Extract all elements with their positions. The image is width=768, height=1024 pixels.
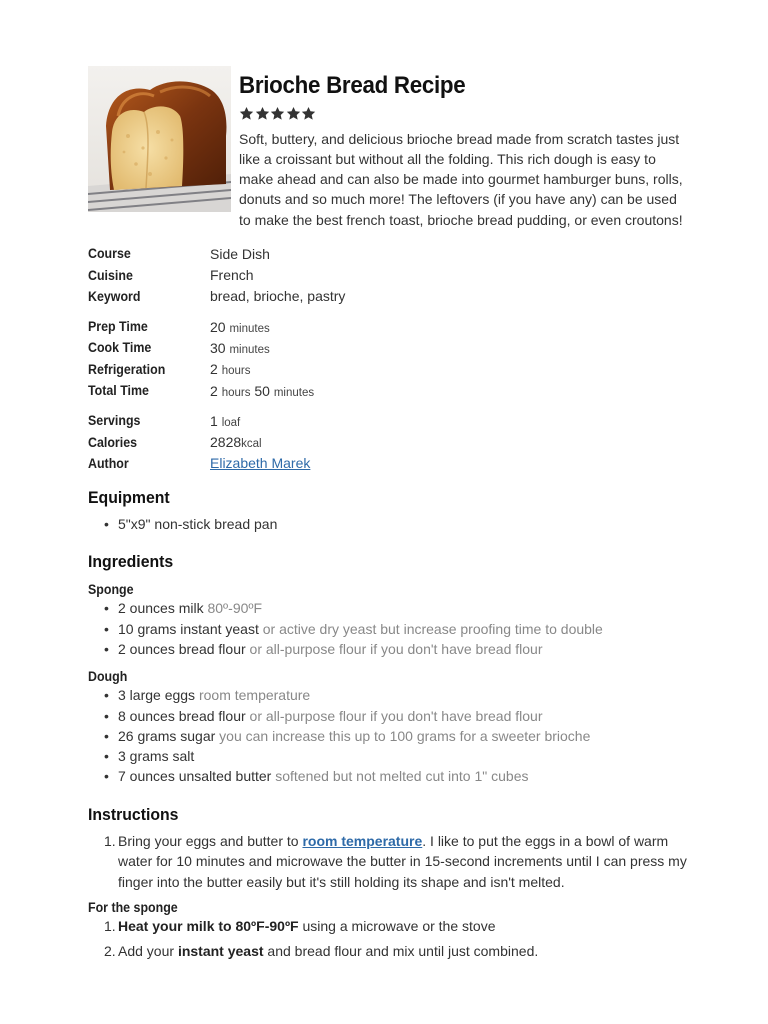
calories-unit: kcal [241, 438, 262, 451]
servings-number[interactable]: 1 [210, 412, 218, 429]
ingredient-main: 2 ounces milk [118, 600, 204, 617]
meta-label: Keyword [88, 288, 141, 304]
list-item [102, 619, 688, 639]
star-icon[interactable] [255, 106, 270, 121]
ingredient-note: room temperature [198, 687, 311, 704]
prep-time-number: 20 [210, 318, 226, 335]
meta-group-details [88, 410, 688, 474]
ingredient-main: 7 ounces unsalted butter [118, 768, 272, 785]
star-icon[interactable] [301, 106, 316, 121]
step-text: Add your [118, 942, 178, 959]
list-item [102, 706, 688, 726]
ingredient-main: 10 grams instant yeast [118, 620, 259, 637]
cook-time-number: 30 [210, 339, 226, 356]
instructions-heading: Instructions [88, 804, 179, 824]
list-item: • 5"x9" non-stick bread pan [102, 514, 688, 534]
cook-time-unit: minutes [229, 343, 270, 356]
meta-row-cook-time [88, 337, 688, 358]
servings-unit: loaf [221, 416, 241, 429]
equipment-list [88, 514, 688, 534]
step-emphasis: Heat your milk to 80ºF-90ºF [118, 918, 299, 935]
sponge-instructions-list [88, 916, 688, 961]
recipe-meta [88, 243, 688, 474]
ingredient-note: or active dry yeast but increase proofing time to double [262, 620, 603, 637]
total-time-value [210, 383, 314, 399]
step-text: Bring your eggs and butter to [118, 832, 303, 849]
ingredient-note: or all-purpose flour if you don't have bread flour [249, 640, 543, 657]
for-the-sponge-subheading: For the sponge [88, 900, 178, 916]
ingredient-main: 26 grams sugar [118, 727, 216, 744]
meta-row-refrigeration [88, 359, 688, 380]
meta-label: Calories [88, 434, 138, 450]
calories-number: 2828 [210, 434, 242, 451]
prep-time-value [210, 319, 270, 335]
star-icon[interactable] [286, 106, 301, 121]
step-number: 1. [104, 832, 116, 849]
sponge-subheading: Sponge [88, 582, 134, 598]
brioche-loaf-photo [88, 66, 231, 212]
meta-label: Course [88, 246, 131, 262]
step-emphasis: instant yeast [177, 942, 264, 959]
sponge-ingredient-list [88, 598, 688, 659]
list-item [102, 766, 688, 786]
keyword-value: bread, brioche, pastry [210, 288, 346, 305]
instruction-step [102, 941, 688, 962]
step-text: and bread flour and mix until just combined. [263, 942, 539, 959]
ingredient-main: 8 ounces bread flour [118, 707, 246, 724]
refrigeration-value [210, 361, 250, 377]
ingredient-note: 80º-90ºF [207, 600, 263, 617]
meta-row-keyword [88, 286, 688, 307]
meta-row-prep-time [88, 316, 688, 337]
step-number: 1. [104, 918, 116, 935]
rating-stars[interactable] [239, 106, 688, 124]
list-item [102, 746, 688, 766]
step-text: . I like to put the eggs in a bowl of warm water for 10 minutes and microwave the butter in 15-second increments until I can press my finger into the butter easily but it's still holding its shape and isn't melted. [118, 832, 687, 890]
ingredient-note: or all-purpose flour if you don't have bread flour [249, 707, 543, 724]
room-temperature-link[interactable]: room temperature [302, 832, 423, 849]
recipe-card [88, 66, 688, 965]
meta-label: Author [88, 455, 129, 471]
meta-row-calories [88, 431, 688, 452]
meta-group-times [88, 316, 688, 401]
total-minutes-unit: minutes [273, 386, 315, 399]
instruction-step [102, 831, 688, 893]
meta-row-servings [88, 410, 688, 431]
refrigeration-number: 2 [210, 361, 218, 378]
meta-label: Prep Time [88, 319, 148, 335]
meta-row-course [88, 243, 688, 264]
total-hours-number: 2 [210, 382, 218, 399]
recipe-title: Brioche Bread Recipe [239, 72, 466, 99]
author-link[interactable]: Elizabeth Marek [210, 455, 311, 472]
cook-time-value [210, 340, 270, 356]
meta-label: Servings [88, 413, 141, 429]
course-value: Side Dish [210, 245, 270, 262]
total-hours-unit: hours [221, 386, 251, 399]
equipment-heading: Equipment [88, 488, 170, 508]
instructions-list [88, 831, 688, 893]
ingredient-note: you can increase this up to 100 grams for a sweeter brioche [219, 727, 591, 744]
calories-value [210, 434, 262, 450]
ingredient-main: 2 ounces bread flour [118, 640, 246, 657]
total-minutes-number: 50 [254, 382, 270, 399]
step-number: 2. [104, 942, 116, 959]
meta-label: Cuisine [88, 267, 133, 283]
meta-group-classification [88, 243, 688, 307]
dough-ingredient-list [88, 685, 688, 786]
list-item [102, 685, 688, 705]
servings-value[interactable] [210, 413, 240, 429]
instruction-step [102, 916, 688, 937]
star-icon[interactable] [270, 106, 285, 121]
step-text: using a microwave or the stove [298, 918, 496, 935]
dough-subheading: Dough [88, 669, 128, 685]
ingredients-heading: Ingredients [88, 552, 174, 572]
meta-label: Total Time [88, 383, 149, 398]
meta-label: Refrigeration [88, 361, 166, 377]
prep-time-unit: minutes [229, 322, 270, 335]
recipe-header [88, 66, 688, 230]
star-icon[interactable] [239, 106, 254, 121]
refrigeration-unit: hours [221, 365, 251, 378]
ingredient-main: 3 grams salt [118, 748, 195, 765]
meta-label: Cook Time [88, 340, 152, 356]
meta-row-total-time [88, 380, 688, 401]
list-item [102, 598, 688, 618]
meta-row-author [88, 453, 688, 474]
recipe-header-text [239, 66, 688, 230]
recipe-description: Soft, buttery, and delicious brioche bread made from scratch tastes just like a croissant but without all the folding. This rich dough is easy to make ahead and can also be made into gourmet hamburger buns, rolls, donuts and so much more! The leftovers (if you have any) can be used to make the best french toast, brioche bread pudding, or even croutons! [239, 130, 683, 228]
cuisine-value: French [210, 267, 254, 284]
list-item [102, 639, 688, 659]
ingredient-note: softened but not melted cut into 1" cubes [275, 768, 529, 785]
list-item [102, 726, 688, 746]
ingredient-main: 3 large eggs [118, 687, 196, 704]
meta-row-cuisine [88, 264, 688, 285]
